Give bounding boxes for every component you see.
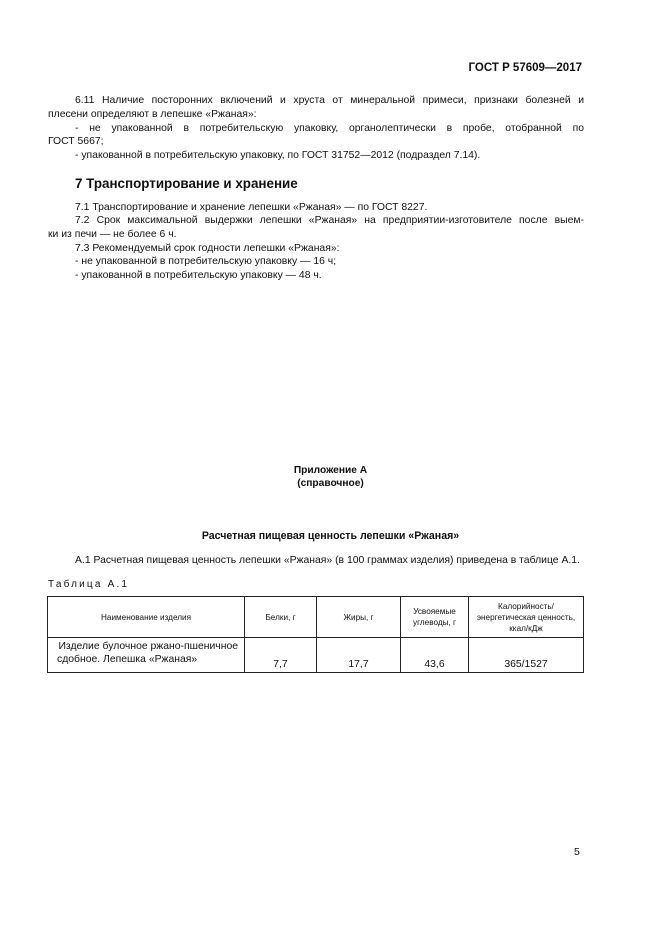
cell-carbs: 43,6 <box>401 638 469 673</box>
clause-6-11-line-5: - упакованной в потребительскую упаковку, по ГОСТ 31752—2012 (подраздел 7.14). <box>75 150 481 161</box>
header-energy-line-1: Калорийность/ <box>498 601 554 611</box>
annex-status: (справочное) <box>297 477 364 489</box>
clause-6-11-line-3: - не упакованной в потребительскую упаковку, органолептически в пробе, отобранной по <box>75 123 584 134</box>
clause-7-3-item-2: - упакованной в потребительскую упаковку — 48 ч. <box>75 270 322 281</box>
section-7-title: 7 Транспортирование и хранение <box>75 176 298 191</box>
header-energy <box>469 597 584 638</box>
cell-protein: 7,7 <box>245 638 317 673</box>
clause-7-3-item-1: - не упакованной в потребительскую упаковку — 16 ч; <box>75 256 337 267</box>
header-carbs-line-2: углеводы, г <box>412 618 457 627</box>
document-header: ГОСТ Р 57609—2017 <box>468 62 582 74</box>
product-name-line-1: Изделие булочное ржано-пшеничное <box>58 641 238 652</box>
header-carbs <box>401 597 469 638</box>
annex-title: Расчетная пищевая ценность лепешки «Ржаная» <box>201 530 460 542</box>
product-name-line-2: сдобное. Лепешка «Ржаная» <box>57 653 198 665</box>
page-number: 5 <box>574 846 580 858</box>
header-energy-line-3: ккал/кДж <box>509 623 543 633</box>
clause-6-11-line-2: плесени определяют в лепешке «Ржаная»: <box>48 109 257 120</box>
clause-7-2-line-1: 7.2 Срок максимальной выдержки лепешки «Ржаная» на предприятии-изготовителе после выем- <box>75 215 584 226</box>
table-row <box>48 638 584 673</box>
cell-fat: 17,7 <box>317 638 401 673</box>
annex-intro: А.1 Расчетная пищевая ценность лепешки «Ржаная» (в 100 граммах изделия) приведена в таблице А.1. <box>75 555 580 566</box>
clause-6-11-line-4: ГОСТ 5667; <box>48 136 104 147</box>
annex-heading <box>0 465 661 490</box>
annex-label: Приложение А <box>293 465 368 476</box>
header-product-name: Наименование изделия <box>48 597 245 638</box>
clause-7-3: 7.3 Рекомендуемый срок годности лепешки «Ржаная»: <box>75 243 340 254</box>
cell-product-name <box>48 638 245 673</box>
clause-7-2-line-2: ки из печи — не более 6 ч. <box>48 229 177 240</box>
table-caption: Таблица А.1 <box>48 579 130 590</box>
header-fat: Жиры, г <box>317 597 401 638</box>
header-energy-line-2: энергетическая ценность, <box>476 612 576 622</box>
cell-energy: 365/1527 <box>469 638 584 673</box>
table-header-row <box>48 597 584 638</box>
clause-7-1: 7.1 Транспортирование и хранение лепешки «Ржаная» — по ГОСТ 8227. <box>75 202 428 213</box>
clause-6-11-line-1: 6.11 Наличие посторонних включений и хруста от минеральной примеси, признаки болезней и <box>75 95 584 106</box>
header-protein: Белки, г <box>245 597 317 638</box>
nutrition-table <box>47 596 584 673</box>
header-carbs-line-1: Усвояемые <box>413 607 456 616</box>
